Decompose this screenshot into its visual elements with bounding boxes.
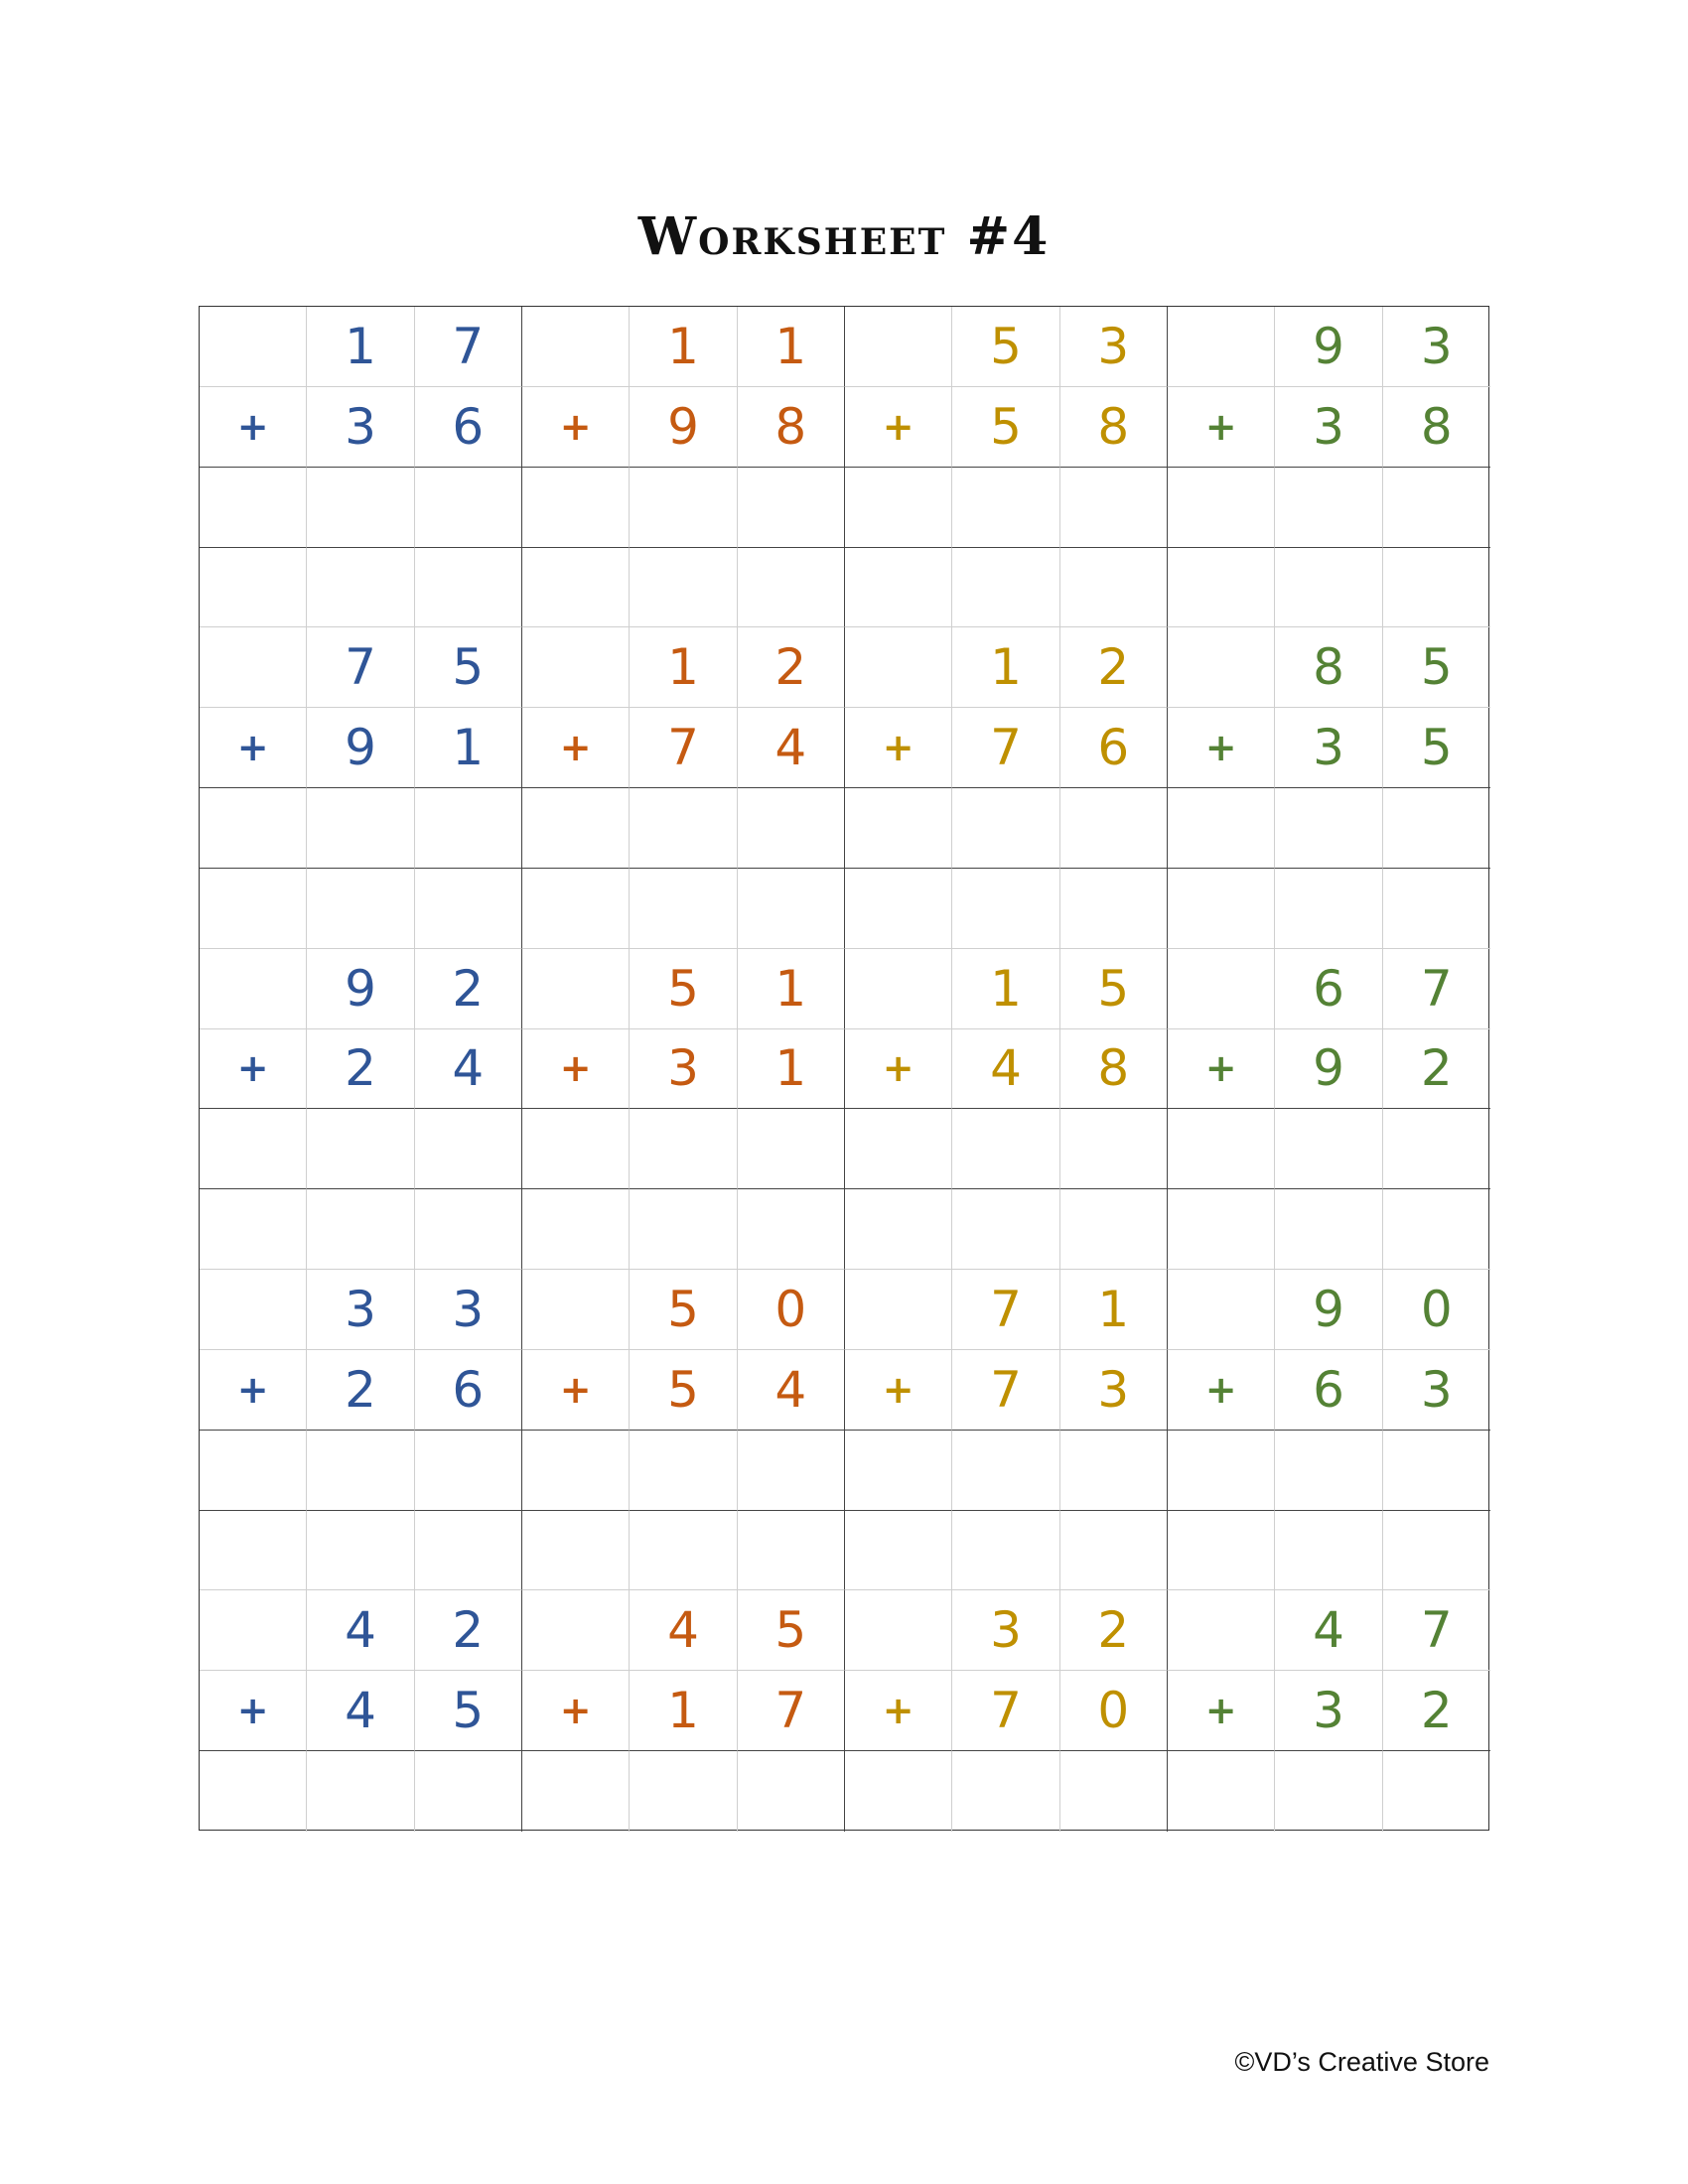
top-digit: 9	[1275, 307, 1382, 387]
answer-cell	[200, 1431, 307, 1511]
top-digit: 1	[952, 627, 1059, 708]
grid-cell	[200, 1590, 307, 1671]
plus-sign: +	[200, 1029, 307, 1110]
bottom-digit: 4	[952, 1029, 1059, 1110]
bottom-digit: 6	[1060, 708, 1168, 788]
grid-cell	[1168, 949, 1275, 1029]
answer-cell	[200, 1751, 307, 1832]
grid-cell	[1060, 1189, 1168, 1270]
bottom-digit: 6	[415, 387, 522, 468]
top-digit: 4	[630, 1590, 737, 1671]
grid-cell	[738, 1511, 845, 1591]
answer-cell	[1168, 1109, 1275, 1189]
answer-cell	[1168, 468, 1275, 548]
plus-sign: +	[522, 708, 630, 788]
bottom-digit: 3	[1275, 387, 1382, 468]
bottom-digit: 1	[738, 1029, 845, 1110]
top-digit: 8	[1275, 627, 1382, 708]
plus-sign: +	[1168, 1029, 1275, 1110]
grid-cell	[1275, 548, 1382, 628]
grid-cell	[1168, 869, 1275, 949]
plus-sign: +	[845, 1350, 952, 1431]
top-digit: 7	[952, 1270, 1059, 1350]
answer-cell	[307, 468, 414, 548]
bottom-digit: 4	[738, 708, 845, 788]
bottom-digit: 8	[1060, 1029, 1168, 1110]
grid-cell	[200, 307, 307, 387]
addition-problems-grid	[199, 306, 1489, 1831]
top-digit: 6	[1275, 949, 1382, 1029]
bottom-digit: 9	[630, 387, 737, 468]
top-digit: 5	[952, 307, 1059, 387]
top-digit: 3	[1383, 307, 1490, 387]
grid-cell	[1168, 627, 1275, 708]
top-digit: 9	[1275, 1270, 1382, 1350]
answer-cell	[1383, 1751, 1490, 1832]
top-digit: 3	[1060, 307, 1168, 387]
grid-cell	[522, 307, 630, 387]
answer-cell	[415, 1751, 522, 1832]
bottom-digit: 1	[630, 1671, 737, 1751]
grid-cell	[630, 869, 737, 949]
plus-sign: +	[845, 1029, 952, 1110]
grid-cell	[952, 1189, 1059, 1270]
bottom-digit: 7	[952, 1671, 1059, 1751]
answer-cell	[738, 788, 845, 869]
grid-cell	[738, 548, 845, 628]
grid-cell	[200, 949, 307, 1029]
top-digit: 0	[738, 1270, 845, 1350]
answer-cell	[522, 468, 630, 548]
answer-cell	[307, 1431, 414, 1511]
answer-cell	[1275, 468, 1382, 548]
answer-cell	[200, 468, 307, 548]
bottom-digit: 3	[630, 1029, 737, 1110]
grid-cell	[522, 627, 630, 708]
top-digit: 1	[1060, 1270, 1168, 1350]
answer-cell	[738, 1431, 845, 1511]
bottom-digit: 5	[952, 387, 1059, 468]
top-digit: 1	[738, 307, 845, 387]
plus-sign: +	[845, 708, 952, 788]
grid-cell	[845, 1511, 952, 1591]
answer-cell	[1275, 1751, 1382, 1832]
grid-cell	[415, 869, 522, 949]
plus-sign: +	[845, 1671, 952, 1751]
grid-cell	[952, 548, 1059, 628]
answer-cell	[1275, 1431, 1382, 1511]
grid-cell	[738, 869, 845, 949]
answer-cell	[952, 1109, 1059, 1189]
bottom-digit: 3	[1060, 1350, 1168, 1431]
answer-cell	[307, 1751, 414, 1832]
bottom-digit: 3	[1383, 1350, 1490, 1431]
bottom-digit: 3	[307, 387, 414, 468]
grid-cell	[630, 1511, 737, 1591]
grid-cell	[307, 1511, 414, 1591]
top-digit: 3	[415, 1270, 522, 1350]
bottom-digit: 9	[1275, 1029, 1382, 1110]
answer-cell	[522, 1109, 630, 1189]
answer-cell	[307, 1109, 414, 1189]
grid-cell	[1168, 548, 1275, 628]
answer-cell	[1168, 1431, 1275, 1511]
answer-cell	[1275, 1109, 1382, 1189]
answer-cell	[415, 468, 522, 548]
grid-cell	[845, 1590, 952, 1671]
grid-cell	[522, 1189, 630, 1270]
answer-cell	[1168, 788, 1275, 869]
grid-cell	[630, 1189, 737, 1270]
answer-cell	[200, 1109, 307, 1189]
grid-cell	[522, 548, 630, 628]
top-digit: 5	[738, 1590, 845, 1671]
top-digit: 7	[1383, 1590, 1490, 1671]
top-digit: 2	[415, 1590, 522, 1671]
bottom-digit: 3	[1275, 708, 1382, 788]
answer-cell	[415, 1431, 522, 1511]
bottom-digit: 3	[1275, 1671, 1382, 1751]
answer-cell	[1383, 788, 1490, 869]
answer-cell	[630, 788, 737, 869]
answer-cell	[1383, 468, 1490, 548]
answer-cell	[1383, 1109, 1490, 1189]
bottom-digit: 8	[1060, 387, 1168, 468]
grid-cell	[522, 949, 630, 1029]
answer-cell	[630, 1751, 737, 1832]
grid-cell	[522, 869, 630, 949]
bottom-digit: 6	[1275, 1350, 1382, 1431]
plus-sign: +	[1168, 708, 1275, 788]
answer-cell	[952, 1431, 1059, 1511]
grid-cell	[845, 1270, 952, 1350]
grid-cell	[307, 1189, 414, 1270]
grid-cell	[845, 869, 952, 949]
top-digit: 7	[1383, 949, 1490, 1029]
top-digit: 4	[307, 1590, 414, 1671]
top-digit: 2	[1060, 627, 1168, 708]
answer-cell	[952, 788, 1059, 869]
grid-cell	[1168, 307, 1275, 387]
top-digit: 2	[415, 949, 522, 1029]
grid-cell	[200, 1189, 307, 1270]
plus-sign: +	[522, 387, 630, 468]
plus-sign: +	[1168, 387, 1275, 468]
plus-sign: +	[200, 1350, 307, 1431]
top-digit: 5	[630, 1270, 737, 1350]
top-digit: 1	[630, 307, 737, 387]
plus-sign: +	[522, 1671, 630, 1751]
top-digit: 3	[307, 1270, 414, 1350]
bottom-digit: 2	[1383, 1029, 1490, 1110]
grid-cell	[200, 1511, 307, 1591]
answer-cell	[1060, 1751, 1168, 1832]
grid-cell	[522, 1270, 630, 1350]
answer-cell	[1060, 468, 1168, 548]
grid-cell	[200, 548, 307, 628]
grid-cell	[1060, 869, 1168, 949]
plus-sign: +	[200, 708, 307, 788]
grid-cell	[1168, 1590, 1275, 1671]
grid-cell	[845, 548, 952, 628]
top-digit: 9	[307, 949, 414, 1029]
grid-cell	[1383, 1511, 1490, 1591]
grid-cell	[845, 627, 952, 708]
grid-cell	[1383, 869, 1490, 949]
grid-cell	[738, 1189, 845, 1270]
answer-cell	[415, 1109, 522, 1189]
plus-sign: +	[1168, 1671, 1275, 1751]
answer-cell	[845, 1431, 952, 1511]
answer-cell	[522, 1751, 630, 1832]
top-digit: 2	[1060, 1590, 1168, 1671]
answer-cell	[1275, 788, 1382, 869]
top-digit: 5	[1060, 949, 1168, 1029]
grid-cell	[307, 548, 414, 628]
bottom-digit: 5	[1383, 708, 1490, 788]
grid-cell	[200, 1270, 307, 1350]
answer-cell	[522, 1431, 630, 1511]
bottom-digit: 2	[1383, 1671, 1490, 1751]
grid-cell	[200, 627, 307, 708]
top-digit: 0	[1383, 1270, 1490, 1350]
grid-cell	[845, 1189, 952, 1270]
bottom-digit: 4	[415, 1029, 522, 1110]
answer-cell	[1383, 1431, 1490, 1511]
grid-cell	[522, 1511, 630, 1591]
bottom-digit: 1	[415, 708, 522, 788]
bottom-digit: 7	[738, 1671, 845, 1751]
answer-cell	[738, 468, 845, 548]
bottom-digit: 8	[1383, 387, 1490, 468]
grid-cell	[845, 307, 952, 387]
grid-cell	[1275, 1189, 1382, 1270]
top-digit: 5	[630, 949, 737, 1029]
grid-cell	[1168, 1189, 1275, 1270]
top-digit: 1	[630, 627, 737, 708]
grid-cell	[200, 869, 307, 949]
answer-cell	[415, 788, 522, 869]
answer-cell	[952, 1751, 1059, 1832]
answer-cell	[845, 1109, 952, 1189]
top-digit: 7	[415, 307, 522, 387]
top-digit: 1	[738, 949, 845, 1029]
answer-cell	[845, 788, 952, 869]
plus-sign: +	[522, 1350, 630, 1431]
grid-cell	[1275, 1511, 1382, 1591]
bottom-digit: 0	[1060, 1671, 1168, 1751]
answer-cell	[1060, 1109, 1168, 1189]
bottom-digit: 6	[415, 1350, 522, 1431]
top-digit: 1	[952, 949, 1059, 1029]
grid-cell	[1275, 869, 1382, 949]
bottom-digit: 7	[952, 708, 1059, 788]
plus-sign: +	[522, 1029, 630, 1110]
grid-cell	[415, 548, 522, 628]
top-digit: 5	[415, 627, 522, 708]
grid-cell	[1060, 548, 1168, 628]
bottom-digit: 4	[738, 1350, 845, 1431]
top-digit: 4	[1275, 1590, 1382, 1671]
grid-cell	[415, 1189, 522, 1270]
grid-cell	[522, 1590, 630, 1671]
copyright-footer: ©VD’s Creative Store	[1234, 2047, 1489, 2077]
bottom-digit: 5	[415, 1671, 522, 1751]
answer-cell	[845, 468, 952, 548]
bottom-digit: 2	[307, 1350, 414, 1431]
answer-cell	[1060, 1431, 1168, 1511]
grid-cell	[1168, 1270, 1275, 1350]
bottom-digit: 2	[307, 1029, 414, 1110]
grid-cell	[1168, 1511, 1275, 1591]
answer-cell	[845, 1751, 952, 1832]
bottom-digit: 7	[630, 708, 737, 788]
grid-cell	[952, 869, 1059, 949]
answer-cell	[630, 1431, 737, 1511]
grid-cell	[630, 548, 737, 628]
top-digit: 1	[307, 307, 414, 387]
answer-cell	[952, 468, 1059, 548]
answer-cell	[522, 788, 630, 869]
bottom-digit: 5	[630, 1350, 737, 1431]
grid-cell	[415, 1511, 522, 1591]
answer-cell	[200, 788, 307, 869]
grid-cell	[1383, 548, 1490, 628]
bottom-digit: 9	[307, 708, 414, 788]
bottom-digit: 8	[738, 387, 845, 468]
grid-cell	[1060, 1511, 1168, 1591]
answer-cell	[1060, 788, 1168, 869]
answer-cell	[738, 1751, 845, 1832]
answer-cell	[1168, 1751, 1275, 1832]
answer-cell	[307, 788, 414, 869]
grid-cell	[307, 869, 414, 949]
plus-sign: +	[845, 387, 952, 468]
plus-sign: +	[200, 1671, 307, 1751]
top-digit: 7	[307, 627, 414, 708]
bottom-digit: 4	[307, 1671, 414, 1751]
plus-sign: +	[200, 387, 307, 468]
worksheet-title: Worksheet #4	[637, 206, 1051, 267]
grid-cell	[1383, 1189, 1490, 1270]
top-digit: 3	[952, 1590, 1059, 1671]
plus-sign: +	[1168, 1350, 1275, 1431]
answer-cell	[738, 1109, 845, 1189]
grid-cell	[845, 949, 952, 1029]
grid-cell	[952, 1511, 1059, 1591]
bottom-digit: 7	[952, 1350, 1059, 1431]
answer-cell	[630, 1109, 737, 1189]
top-digit: 2	[738, 627, 845, 708]
top-digit: 5	[1383, 627, 1490, 708]
answer-cell	[630, 468, 737, 548]
